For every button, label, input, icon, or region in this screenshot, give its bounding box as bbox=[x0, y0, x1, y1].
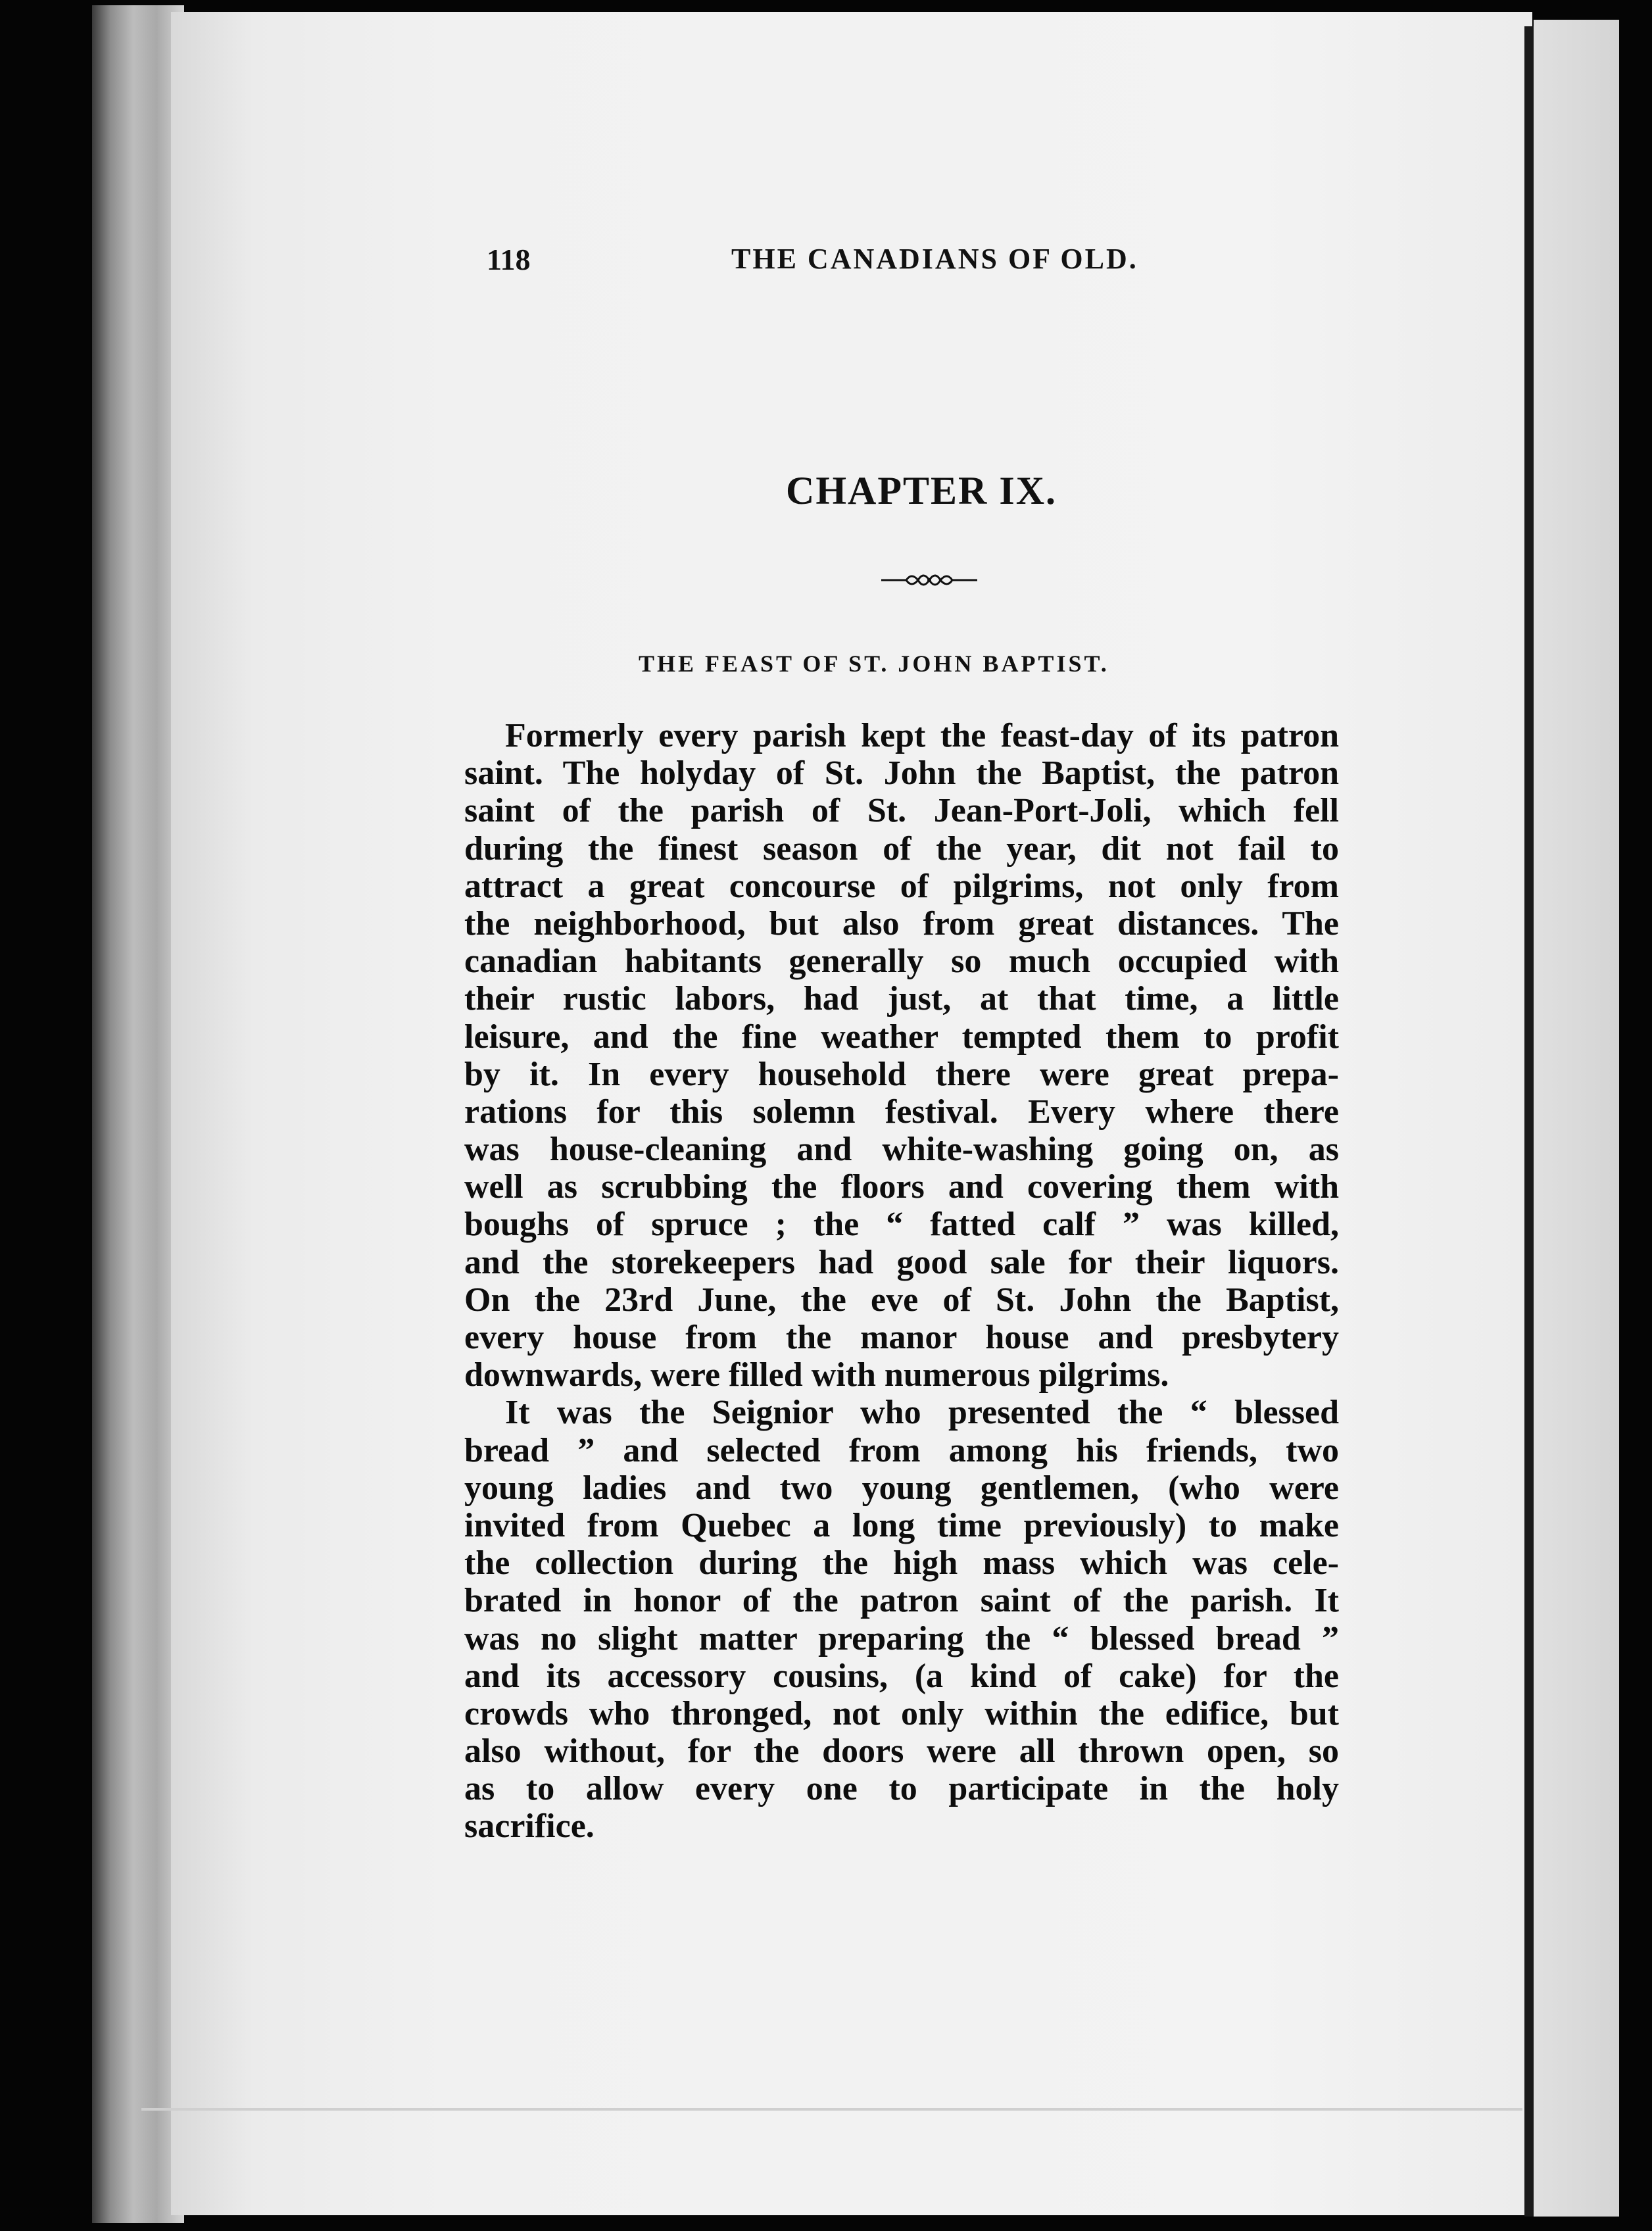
text-line: their rustic labors, had just, at that time, a little bbox=[464, 980, 1339, 1018]
page-number: 118 bbox=[487, 243, 531, 276]
text-line: and the storekeepers had good sale for their liquors. bbox=[464, 1243, 1339, 1281]
section-title: THE FEAST OF ST. JOHN BAPTIST. bbox=[639, 650, 1109, 677]
text-line: young ladies and two young gentlemen, (who were bbox=[464, 1469, 1339, 1507]
decorative-rule-ornament-icon bbox=[880, 567, 979, 593]
text-line: leisure, and the fine weather tempted them to profit bbox=[464, 1017, 1339, 1056]
text-line: well as scrubbing the floors and covering them with bbox=[464, 1168, 1339, 1206]
body-text bbox=[464, 717, 1339, 1846]
page-bottom-edge bbox=[141, 2108, 1522, 2111]
text-line: sacrifice. bbox=[464, 1807, 595, 1846]
text-line: Formerly every parish kept the feast-day of its patron bbox=[505, 717, 1339, 754]
text-line: during the finest season of the year, dit not fail to bbox=[464, 829, 1339, 868]
page-edge-shadow bbox=[1524, 26, 1534, 2217]
running-head bbox=[487, 242, 1144, 288]
text-line: as to allow every one to participate in the holy bbox=[464, 1770, 1339, 1808]
text-line: attract a great concourse of pilgrims, not only from bbox=[464, 867, 1339, 905]
text-line: rations for this solemn festival. Every where there bbox=[464, 1092, 1339, 1131]
text-line: was house-cleaning and white-washing going on, as bbox=[464, 1131, 1339, 1169]
text-line: was no slight matter preparing the “ blessed bread ” bbox=[464, 1619, 1339, 1657]
text-line: by it. In every household there were great prepa- bbox=[464, 1055, 1339, 1093]
text-line: invited from Quebec a long time previously) to make bbox=[464, 1506, 1339, 1544]
text-line: the neighborhood, but also from great distances. The bbox=[464, 904, 1339, 943]
text-line: boughs of spruce ; the “ fatted calf ” was killed, bbox=[464, 1206, 1339, 1244]
text-line: brated in honor of the patron saint of the parish. It bbox=[464, 1582, 1339, 1620]
text-line: On the 23rd June, the eve of St. John the Baptist, bbox=[464, 1281, 1339, 1319]
text-line: saint of the parish of St. Jean-Port-Joli, which fell bbox=[464, 792, 1339, 830]
chapter-heading: CHAPTER IX. bbox=[786, 469, 1057, 512]
text-line: every house from the manor house and presbytery bbox=[464, 1319, 1339, 1356]
text-line: downwards, were filled with numerous pilgrims. bbox=[464, 1356, 1169, 1394]
facing-page-edge bbox=[1534, 20, 1619, 2217]
text-line: and its accessory cousins, (a kind of cake) for the bbox=[464, 1657, 1339, 1695]
text-line: crowds who thronged, not only within the edifice, but bbox=[464, 1694, 1339, 1732]
text-line: It was the Seignior who presented the “ blessed bbox=[505, 1394, 1339, 1432]
text-line: also without, for the doors were all thrown open, so bbox=[464, 1732, 1339, 1771]
text-line: the collection during the high mass which was cele- bbox=[464, 1544, 1339, 1582]
book-binding bbox=[92, 5, 184, 2223]
text-line: saint. The holyday of St. John the Baptist, the patron bbox=[464, 754, 1339, 793]
text-line: canadian habitants generally so much occupied with bbox=[464, 943, 1339, 981]
text-line: bread ” and selected from among his friends, two bbox=[464, 1431, 1339, 1469]
book-title: THE CANADIANS OF OLD. bbox=[731, 243, 1138, 275]
